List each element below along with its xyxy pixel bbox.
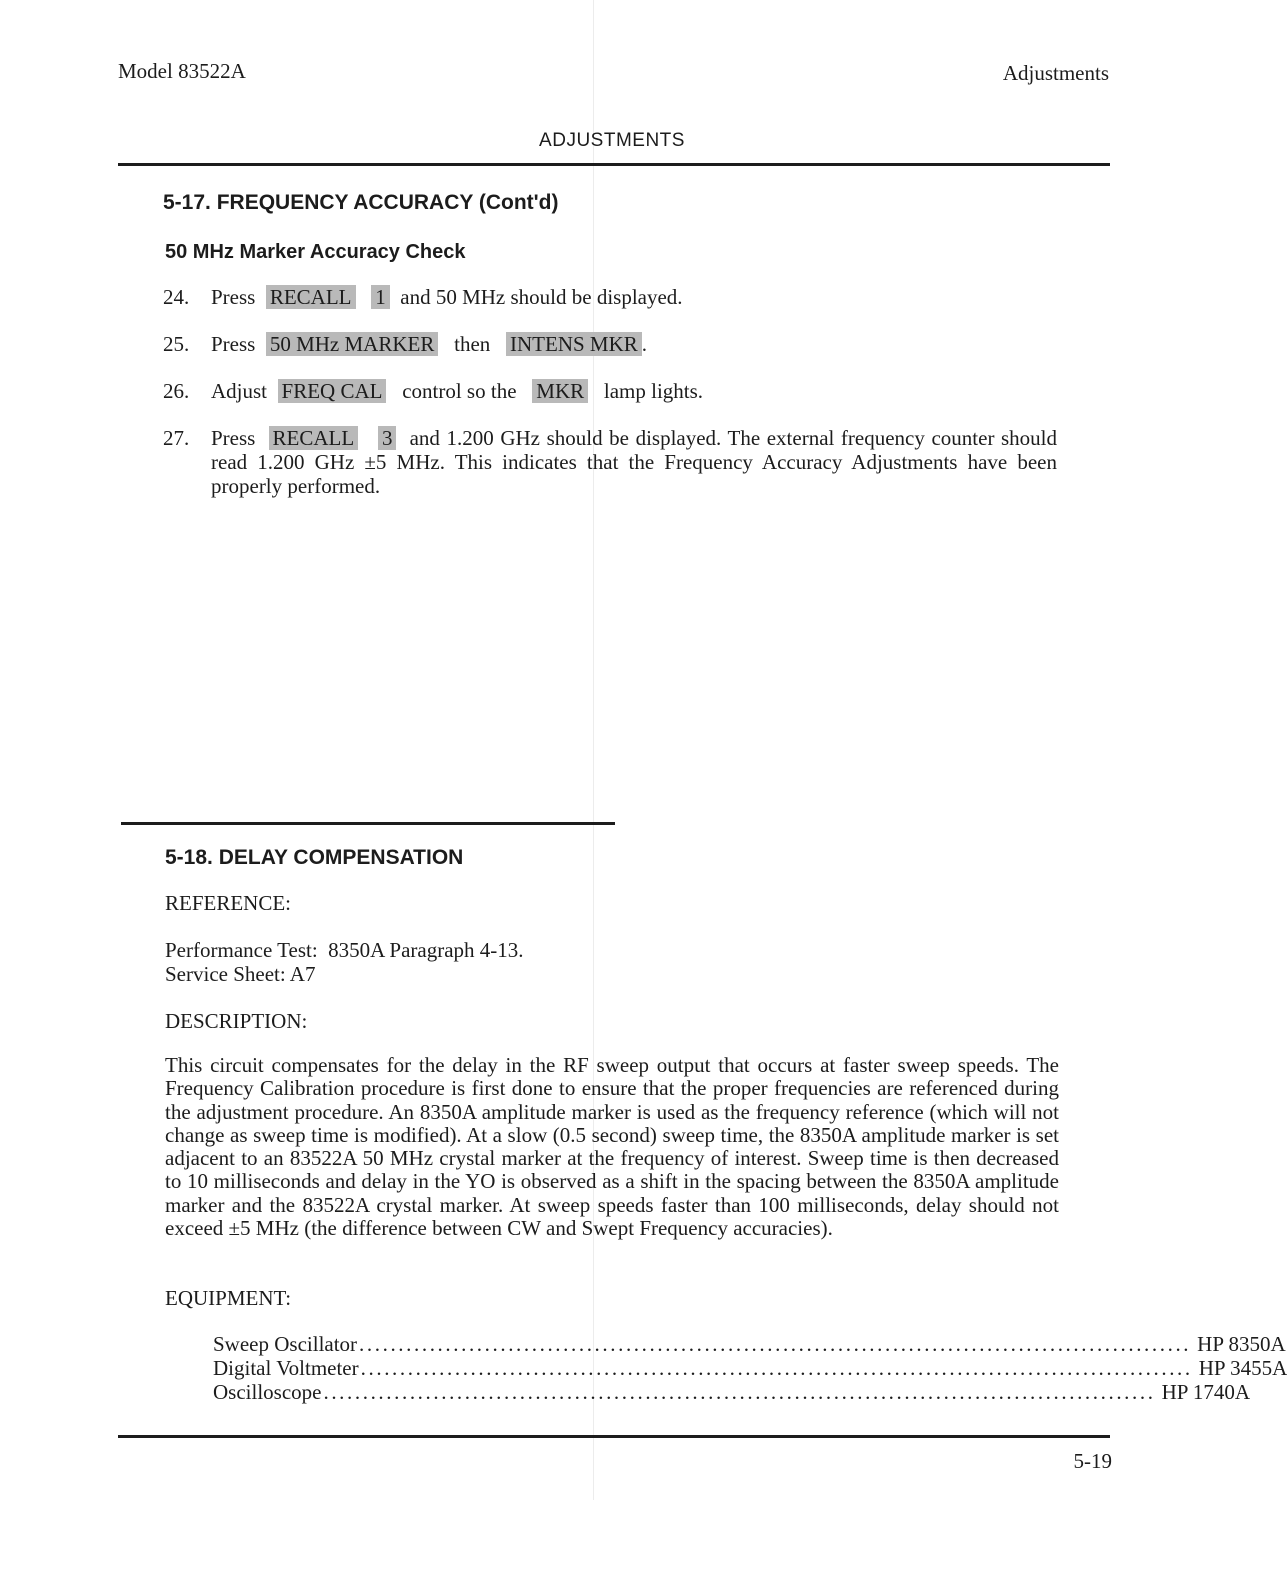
service-sheet-ref: Service Sheet: A7: [165, 962, 316, 986]
step-number: 24.: [163, 285, 190, 309]
equipment-row: [213, 1380, 1251, 1404]
step-text: then: [454, 332, 491, 356]
50mhz-marker-key[interactable]: 50 MHz MARKER: [266, 332, 439, 356]
model-label: Model 83522A: [118, 59, 246, 83]
step-26: [0, 379, 1224, 409]
equipment-label: EQUIPMENT:: [165, 1286, 292, 1310]
step-end: .: [641, 332, 648, 356]
step-verb: Press: [211, 426, 256, 450]
reference-label: REFERENCE:: [165, 891, 292, 915]
section-rule: [121, 822, 615, 825]
description-paragraph: This circuit compensates for the delay in the RF sweep output that occurs at faster sweep speeds. The Frequency Calibration procedure is first done to ensure that the proper frequencies are referenced during the adjustment procedure. An 8350A amplitude marker is used as the frequency reference (which will not change as sweep time is modified). At a slow (0.5 second) sweep time, the 8350A amplitude marker is set adjacent to an 83522A 50 MHz crystal marker at the frequency of interest. Sweep time is then decreased to 10 milliseconds and delay in the YO is observed as a shift in the spacing between the 8350A amplitude marker and the 83522A crystal marker. At sweep speeds faster than 100 milliseconds, delay should not exceed ±5 MHz (the difference between CW and Swept Frequency accuracies).: [165, 1053, 1059, 1241]
number-3-key[interactable]: 3: [378, 426, 397, 450]
leader-dots: ..........................................................................................................: [359, 1332, 1192, 1356]
equipment-model: HP 1740A: [1161, 1380, 1251, 1404]
step-text: and 1.200 GHz should be displayed. The external frequency counter should read 1.200 GHz ±5 MHz. This indicates that the Frequency Accuracy Adjustments have been properly performed.: [211, 426, 1058, 498]
page-number: 5-19: [1073, 1449, 1112, 1473]
step-number: 27.: [163, 426, 190, 450]
step-number: 26.: [163, 379, 190, 403]
step-verb: Press: [211, 332, 256, 356]
equipment-row: [213, 1332, 1286, 1356]
step-27: [0, 426, 1224, 506]
step-number: 25.: [163, 332, 190, 356]
section-label: Adjustments: [1002, 61, 1109, 85]
step-text: control so the: [402, 379, 517, 403]
equipment-name: Sweep Oscillator: [213, 1332, 358, 1356]
equipment-name: Digital Voltmeter: [213, 1356, 359, 1380]
leader-dots: ..........................................................................................................: [323, 1380, 1156, 1404]
equipment-model: HP 8350A: [1197, 1332, 1286, 1356]
step-verb: Press: [211, 285, 256, 309]
equipment-row: [213, 1356, 1287, 1380]
recall-key[interactable]: RECALL: [269, 426, 359, 450]
footer-rule: [118, 1435, 1110, 1438]
leader-dots: ..........................................................................................................: [360, 1356, 1193, 1380]
section-heading-5-17: 5-17. FREQUENCY ACCURACY (Cont'd): [163, 191, 559, 214]
header-rule: [118, 163, 1110, 166]
step-text-end: lamp lights.: [603, 379, 704, 403]
equipment-name: Oscilloscope: [213, 1380, 322, 1404]
description-label: DESCRIPTION:: [165, 1009, 308, 1033]
scan-fold-line: [593, 0, 594, 1500]
page-title: ADJUSTMENTS: [539, 130, 685, 151]
recall-key[interactable]: RECALL: [266, 285, 356, 309]
step-verb: Adjust: [211, 379, 268, 403]
intens-mkr-key[interactable]: INTENS MKR: [506, 332, 642, 356]
equipment-model: HP 3455A: [1198, 1356, 1287, 1380]
mkr-lamp: MKR: [532, 379, 588, 403]
performance-test-ref: Performance Test: 8350A Paragraph 4-13.: [165, 938, 524, 962]
freq-cal-control[interactable]: FREQ CAL: [278, 379, 387, 403]
step-25: [0, 332, 1224, 362]
number-1-key[interactable]: 1: [371, 285, 390, 309]
subheading-marker-check: 50 MHz Marker Accuracy Check: [165, 241, 466, 263]
step-text: and 50 MHz should be displayed.: [400, 285, 683, 309]
section-heading-5-18: 5-18. DELAY COMPENSATION: [165, 846, 464, 869]
step-24: [0, 285, 1224, 315]
